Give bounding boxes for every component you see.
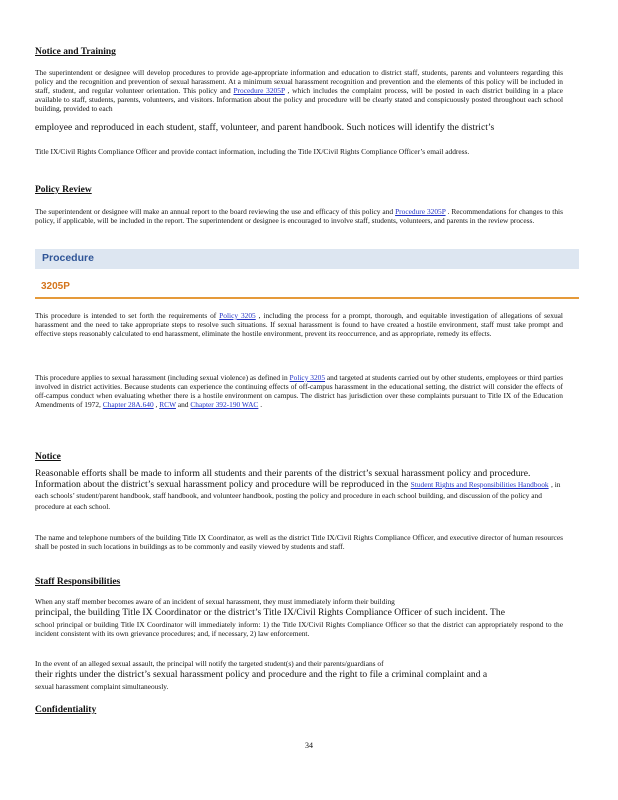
- paragraph-text: This procedure is intended to set forth the requirements of: [35, 311, 217, 320]
- paragraph-text: The superintendent or designee will develop procedures to provide age-appropriate information and education to district staff, students, parents and volunteers regarding this policy and the recognition and prevention of sexual harassment. At a minimum sexual harassment recognition and prevention and the elements of this policy will be included in staff, student, and regular volunteer orientation. This policy and: [35, 68, 563, 96]
- paragraph-text: Reasonable efforts shall be made to inform all students and their parents of the district’s sexual harassment policy and procedure. Information about the district’s sexual harassment policy and procedure will be reproduced in the: [35, 468, 531, 490]
- link-rcw[interactable]: RCW: [159, 400, 176, 410]
- page-number: 34: [305, 741, 313, 750]
- paragraph-text: .: [260, 400, 263, 410]
- paragraph-text: , in each schools’ student/parent handbook, staff handbook, and volunteer handbook, posting the policy and procedure in each school building, and discussion of the policy and procedure at each school.: [35, 480, 561, 511]
- procedure-band-title: Procedure: [42, 252, 94, 264]
- paragraph-staff-1: When any staff member becomes aware of an incident of sexual harassment, they must immediately inform their building: [35, 597, 395, 606]
- paragraph-text: , which includes the complaint process, will be posted in each district building in a place available to staff, students, parents, volunteers, and visitors. Information about the policy and procedure will be clearly stated and conspicuously posted throughout each school building, provided to each: [35, 86, 563, 114]
- paragraph-text: and targeted at students carried out by other students, employees or third parties involved in district activities. Because students can experience the continuing effects of off-campus harassment in the educational setting, the district will consider the effects of off-campus conduct when evaluating whether there is a hostile environment on campus. The district has jurisdiction over these complaints pursuant to Title IX of the Education Amendments of 1972,: [35, 373, 564, 410]
- procedure-band: [35, 249, 579, 269]
- paragraph-text: , including the process for a prompt, thorough, and equitable investigation of allegations of sexual harassment and the need to take appropriate steps to resolve such situations. If sexual harassment is found to have created a hostile environment, staff must take prompt and effective steps reasonably calculated to end harassment, eliminate the hostile environment, prevent its reoccurrence, and as appropriate, remedy its effects.: [35, 311, 563, 339]
- paragraph-names-posted: The name and telephone numbers of the building Title IX Coordinator, as well as the district Title IX/Civil Rights Compliance Officer, and executive director of human resources shall be posted in such locations in buildings as to be commonly and easily viewed by students and staff.: [35, 533, 563, 552]
- procedure-number: 3205P: [41, 281, 70, 292]
- paragraph-assault-large: their rights under the district’s sexual harassment policy and procedure and the right to file a criminal complaint and a: [35, 669, 488, 680]
- heading-notice-and-training: Notice and Training: [35, 47, 116, 57]
- heading-notice: Notice: [35, 452, 61, 462]
- heading-confidentiality: Confidentiality: [35, 705, 97, 715]
- link-chapter-28a-640[interactable]: Chapter 28A.640: [102, 400, 154, 410]
- link-policy-3205[interactable]: Policy 3205: [219, 311, 256, 320]
- paragraph-text: ,: [155, 400, 158, 410]
- paragraph-notice-large: employee and reproduced in each student, staff, volunteer, and parent handbook. Such notices will identify the district’s: [35, 122, 495, 133]
- link-chapter-392-190-wac[interactable]: Chapter 392-190 WAC: [190, 400, 259, 410]
- link-procedure-3205p[interactable]: Procedure 3205P: [395, 207, 446, 216]
- procedure-number-header: [35, 279, 579, 299]
- paragraph-text: The superintendent or designee will make an annual report to the board reviewing the use and efficacy of this policy and: [35, 207, 394, 216]
- heading-staff-responsibilities: Staff Responsibilities: [35, 577, 121, 587]
- paragraph-staff-large: principal, the building Title IX Coordinator or the district’s Title IX/Civil Rights Compliance Officer of such incident. The: [35, 607, 505, 618]
- link-policy-3205[interactable]: Policy 3205: [289, 373, 326, 382]
- paragraph-intent: [35, 311, 563, 338]
- paragraph-text: and: [177, 400, 189, 410]
- paragraph-text: . Recommendations for changes to this policy, if applicable, will be included in the report. The superintendent or designee is encouraged to involve staff, students, volunteers, and parents in the review process.: [35, 207, 563, 226]
- paragraph-staff-2: school principal or building Title IX Coordinator will immediately inform: 1) the Title IX/Civil Rights Compliance Officer so that the district can appropriately respond to the incident consistent with its own grievance procedures; and, if necessary, 2) law enforcement.: [35, 620, 563, 639]
- link-procedure-3205p[interactable]: Procedure 3205P: [233, 86, 285, 96]
- paragraph-notice-tail: Title IX/Civil Rights Compliance Officer and provide contact information, including the Title IX/Civil Rights Compliance Officer’s email address.: [35, 147, 470, 156]
- paragraph-applies: [35, 373, 563, 409]
- heading-policy-review: Policy Review: [35, 185, 92, 195]
- paragraph-notice-training: [35, 68, 563, 113]
- link-student-rights-handbook[interactable]: Student Rights and Responsibilities Handbook: [410, 480, 549, 489]
- paragraph-assault-1: In the event of an alleged sexual assault, the principal will notify the targeted student(s) and their parents/guardians of: [35, 659, 384, 668]
- paragraph-notice-reasonable: [35, 468, 563, 512]
- paragraph-policy-review: [35, 207, 563, 225]
- paragraph-text: This procedure applies to sexual harassment (including sexual violence) as defined in: [35, 373, 288, 382]
- paragraph-assault-2: sexual harassment complaint simultaneously.: [35, 682, 169, 691]
